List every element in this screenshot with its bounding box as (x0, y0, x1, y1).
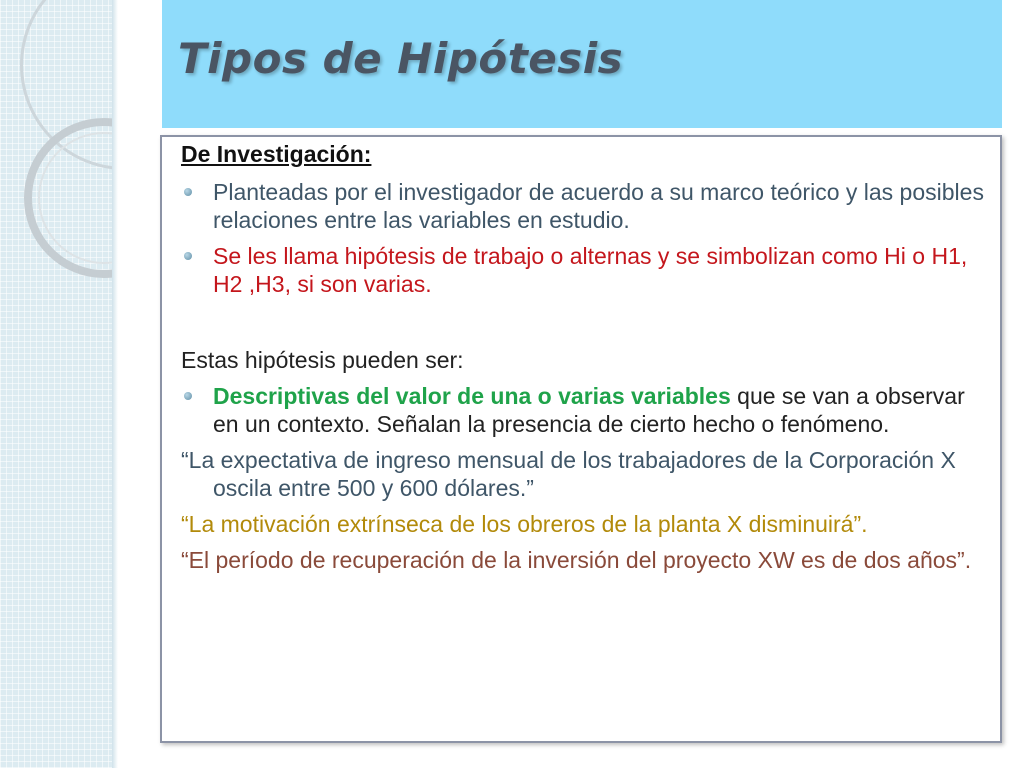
decorative-side-strip (0, 0, 112, 768)
bullet-text: Planteadas por el investigador de acuerdo a su marco teórico y las posibles relaciones entre las variables en estudio. (213, 179, 984, 233)
bullet-item (181, 242, 996, 298)
example-quote: “El período de recuperación de la inversión del proyecto XW es de dos años”. (181, 547, 972, 573)
example-quote: “La expectativa de ingreso mensual de los trabajadores de la Corporación X oscila entre 500 y 600 dólares.” (181, 447, 956, 501)
bullet-icon (184, 188, 192, 196)
bullet-item (181, 382, 996, 438)
bullet-text: que se van a observar en un contexto. Señalan la presencia de cierto hecho o fenómeno. (213, 383, 965, 437)
bullet-text: Se les llama hipótesis de trabajo o alternas y se simbolizan como Hi o H1, H2 ,H3, si son varias. (213, 243, 968, 297)
slide-content (181, 140, 996, 582)
example-quote: “La motivación extrínseca de los obreros de la planta X disminuirá”. (181, 511, 868, 537)
bullet-item (181, 178, 996, 234)
highlight-text: Descriptivas del valor de una o varias variables (213, 383, 731, 409)
bullet-icon (184, 392, 192, 400)
intro-text: Estas hipótesis pueden ser: (181, 347, 464, 373)
spacer (181, 306, 996, 346)
section-heading: De Investigación: (181, 141, 372, 167)
side-strip-edge (112, 0, 118, 768)
bullet-icon (184, 252, 192, 260)
slide-title: Tipos de Hipótesis (178, 34, 624, 83)
